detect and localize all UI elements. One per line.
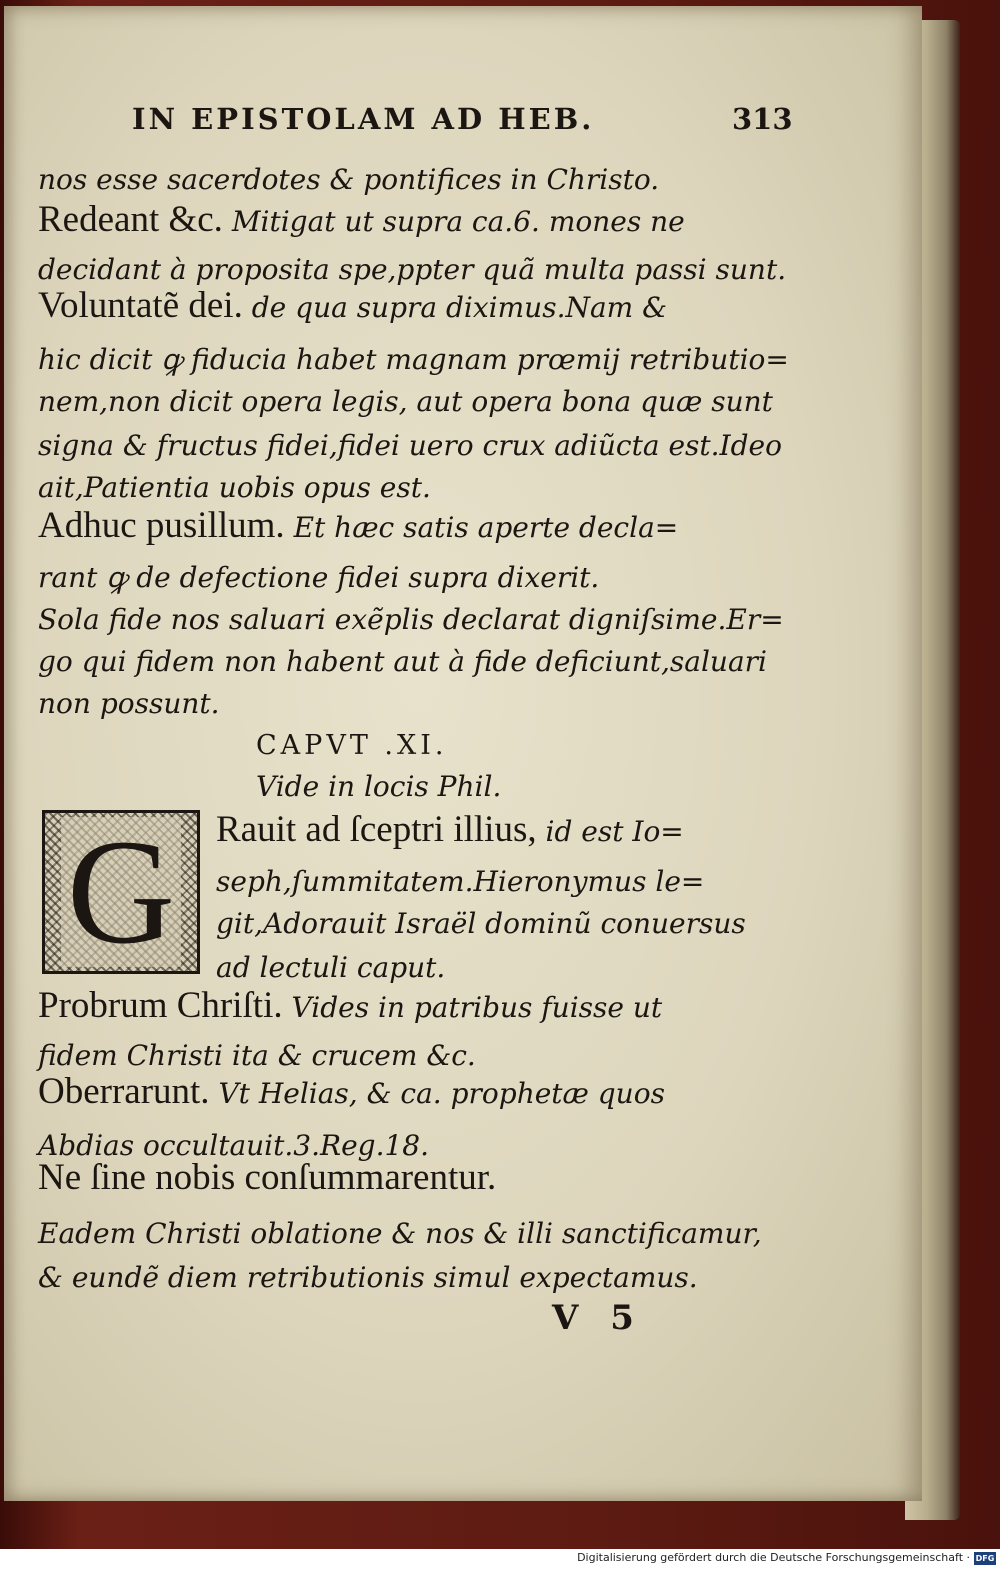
text-line: fidem Christi ita & crucem &c. xyxy=(38,1039,476,1072)
lemma: Ne ſine nobis conſummarentur. xyxy=(38,1157,497,1198)
dfg-logo: DFG xyxy=(975,1554,995,1563)
lemma: Oberrarunt. xyxy=(38,1071,210,1112)
initial-letter: G xyxy=(61,817,181,967)
text-line: Adhuc pusillum. Et hæc satis aperte decla= xyxy=(38,505,679,546)
text-line: Abdias occultauit.3.Reg.18. xyxy=(38,1129,430,1162)
text-line: Redeant &c. Mitigat ut supra ca.6. mones ne xyxy=(38,199,685,240)
text-line: hic dicit ꝙ fiducia habet magnam prœmij retributio= xyxy=(38,343,789,376)
decorated-initial xyxy=(42,810,200,974)
lemma: Voluntatẽ dei. xyxy=(38,285,243,326)
lemma: Rauit ad ſceptri illius, xyxy=(216,809,537,850)
signature-mark: V 5 xyxy=(552,1298,644,1338)
text-line: seph,ſummitatem.Hieronymus le= xyxy=(216,865,705,898)
text-line: git,Adorauit Israël dominũ conuersus xyxy=(216,907,746,940)
chapter-heading: CAPVT .XI. xyxy=(256,730,448,761)
book-page xyxy=(4,6,922,1501)
page-number: 313 xyxy=(732,102,793,136)
text-line: & eundẽ diem retributionis simul expectamus. xyxy=(38,1261,698,1294)
lemma: Probrum Chriſti. xyxy=(38,985,283,1026)
text-line: ad lectuli caput. xyxy=(216,951,446,984)
text-line: ait,Patientia uobis opus est. xyxy=(38,471,431,504)
digitization-credit: Digitalisierung gefördert durch die Deutsche Forschungsgemeinschaft · xyxy=(577,1551,970,1564)
text-line xyxy=(38,1156,496,1199)
text-line: decidant à proposita spe,ppter quã multa passi sunt. xyxy=(38,253,787,286)
text-line: signa & fructus fidei,fidei uero crux adiũcta est.Ideo xyxy=(38,429,782,462)
text-line: Rauit ad ſceptri illius, id est Io= xyxy=(216,809,684,850)
lemma: Adhuc pusillum. xyxy=(38,505,285,546)
text-line: nos esse sacerdotes & pontifices in Christo. xyxy=(38,163,660,196)
text-line: non possunt. xyxy=(38,687,220,720)
text-line: nem,non dicit opera legis, aut opera bona quæ sunt xyxy=(38,385,773,418)
text-line: Voluntatẽ dei. de qua supra diximus.Nam & xyxy=(38,285,668,326)
lemma: Redeant &c. xyxy=(38,199,223,240)
text-line: Sola fide nos saluari exẽplis declarat digniſsime.Er= xyxy=(38,603,784,636)
text-line: Probrum Chriſti. Vides in patribus fuisse ut xyxy=(38,985,663,1026)
text-line: rant ꝙ de defectione fidei supra dixerit. xyxy=(38,561,600,594)
text-line: Eadem Christi oblatione & nos & illi sanctificamur, xyxy=(38,1217,762,1250)
text-line: Oberrarunt. Vt Helias, & ca. prophetæ quos xyxy=(38,1071,665,1112)
text-line: go qui fidem non habent aut à fide deficiunt,saluari xyxy=(38,645,767,678)
chapter-note: Vide in locis Phil. xyxy=(256,770,502,803)
running-head: IN EPISTOLAM AD HEB. xyxy=(132,102,595,136)
